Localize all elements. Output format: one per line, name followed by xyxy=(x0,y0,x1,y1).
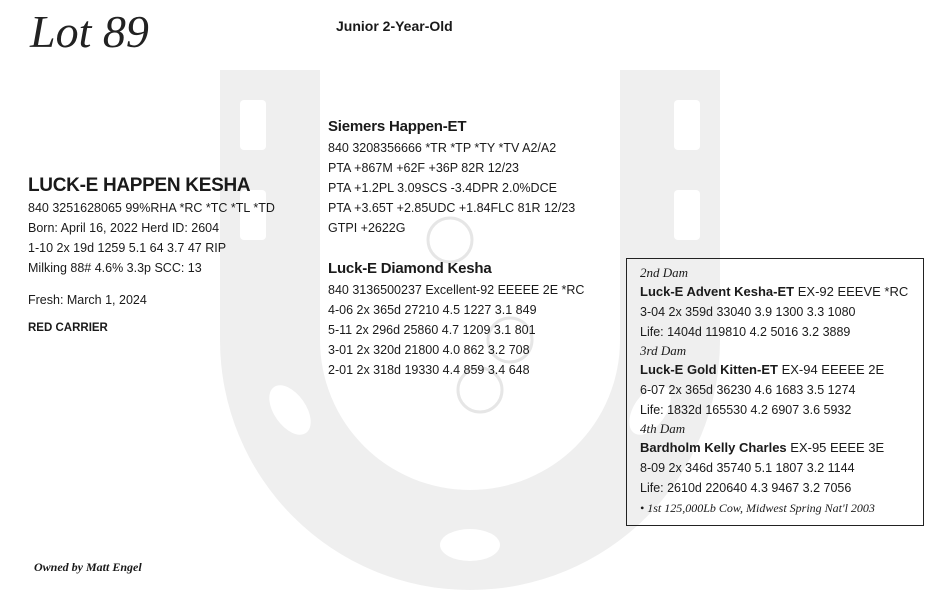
second-dam-label: 2nd Dam xyxy=(640,265,689,280)
second-dam-name: Luck-E Advent Kesha-ET xyxy=(640,284,795,299)
fourth-dam-classification: EX-95 EEEE 3E xyxy=(786,440,885,455)
third-dam-name: Luck-E Gold Kitten-ET xyxy=(640,362,778,377)
animal-fresh-date: Fresh: March 1, 2024 xyxy=(28,293,147,307)
sire-line: 840 3208356666 *TR *TP *TY *TV A2/A2 xyxy=(328,141,557,155)
fourth-dam-lifetime: Life: 2610d 220640 4.3 9467 3.2 7056 xyxy=(640,481,852,495)
dam-record-line: 4-06 2x 365d 27210 4.5 1227 3.1 849 xyxy=(328,303,537,317)
sire-line: GTPI +2622G xyxy=(328,221,406,235)
category-label: Junior 2-Year-Old xyxy=(336,18,453,34)
third-dam-name-line xyxy=(640,360,923,380)
red-carrier-badge: RED CARRIER xyxy=(28,322,108,334)
sire-name: Siemers Happen-ET xyxy=(328,118,467,135)
dam-name: Luck-E Diamond Kesha xyxy=(328,260,492,277)
second-dam-classification: EX-92 EEEVE *RC xyxy=(794,284,909,299)
animal-info xyxy=(28,174,275,336)
second-dam-record: 3-04 2x 359d 33040 3.9 1300 3.3 1080 xyxy=(640,305,856,319)
maternal-pedigree-box xyxy=(626,258,924,526)
second-dam-name-line xyxy=(640,282,923,302)
sire-line: PTA +867M +62F +36P 82R 12/23 xyxy=(328,161,519,175)
animal-milking-line: Milking 88# 4.6% 3.3p SCC: 13 xyxy=(28,261,202,275)
fourth-dam-name: Bardholm Kelly Charles xyxy=(640,440,787,455)
third-dam-classification: EX-94 EEEEE 2E xyxy=(777,362,885,377)
dam-record-line: 2-01 2x 318d 19330 4.4 859 3.4 648 xyxy=(328,363,530,377)
third-dam-lifetime: Life: 1832d 165530 4.2 6907 3.6 5932 xyxy=(640,403,852,417)
sire-info xyxy=(328,116,575,238)
dam-info xyxy=(328,258,584,380)
lot-title: Lot 89 xyxy=(30,6,149,57)
animal-id-line: 840 3251628065 99%RHA *RC *TC *TL *TD xyxy=(28,201,275,215)
fourth-dam-label: 4th Dam xyxy=(640,421,686,436)
fourth-dam-note: • 1st 125,000Lb Cow, Midwest Spring Nat'l 2003 xyxy=(640,501,875,515)
sire-line: PTA +1.2PL 3.09SCS -3.4DPR 2.0%DCE xyxy=(328,181,557,195)
dam-line: 840 3136500237 Excellent-92 EEEEE 2E *RC xyxy=(328,283,585,297)
third-dam-record: 6-07 2x 365d 36230 4.6 1683 3.5 1274 xyxy=(640,383,856,397)
third-dam-label: 3rd Dam xyxy=(640,343,687,358)
fourth-dam-record: 8-09 2x 346d 35740 5.1 1807 3.2 1144 xyxy=(640,461,855,475)
animal-record-line: 1-10 2x 19d 1259 5.1 64 3.7 47 RIP xyxy=(28,241,227,255)
fourth-dam-name-line xyxy=(640,438,923,458)
animal-name: LUCK-E HAPPEN KESHA xyxy=(28,175,251,196)
animal-born-line: Born: April 16, 2022 Herd ID: 2604 xyxy=(28,221,220,235)
sire-line: PTA +3.65T +2.85UDC +1.84FLC 81R 12/23 xyxy=(328,201,576,215)
second-dam-lifetime: Life: 1404d 119810 4.2 5016 3.2 3889 xyxy=(640,325,851,339)
owner-credit: Owned by Matt Engel xyxy=(34,560,142,574)
dam-record-line: 5-11 2x 296d 25860 4.7 1209 3.1 801 xyxy=(328,323,536,337)
dam-record-line: 3-01 2x 320d 21800 4.0 862 3.2 708 xyxy=(328,343,530,357)
